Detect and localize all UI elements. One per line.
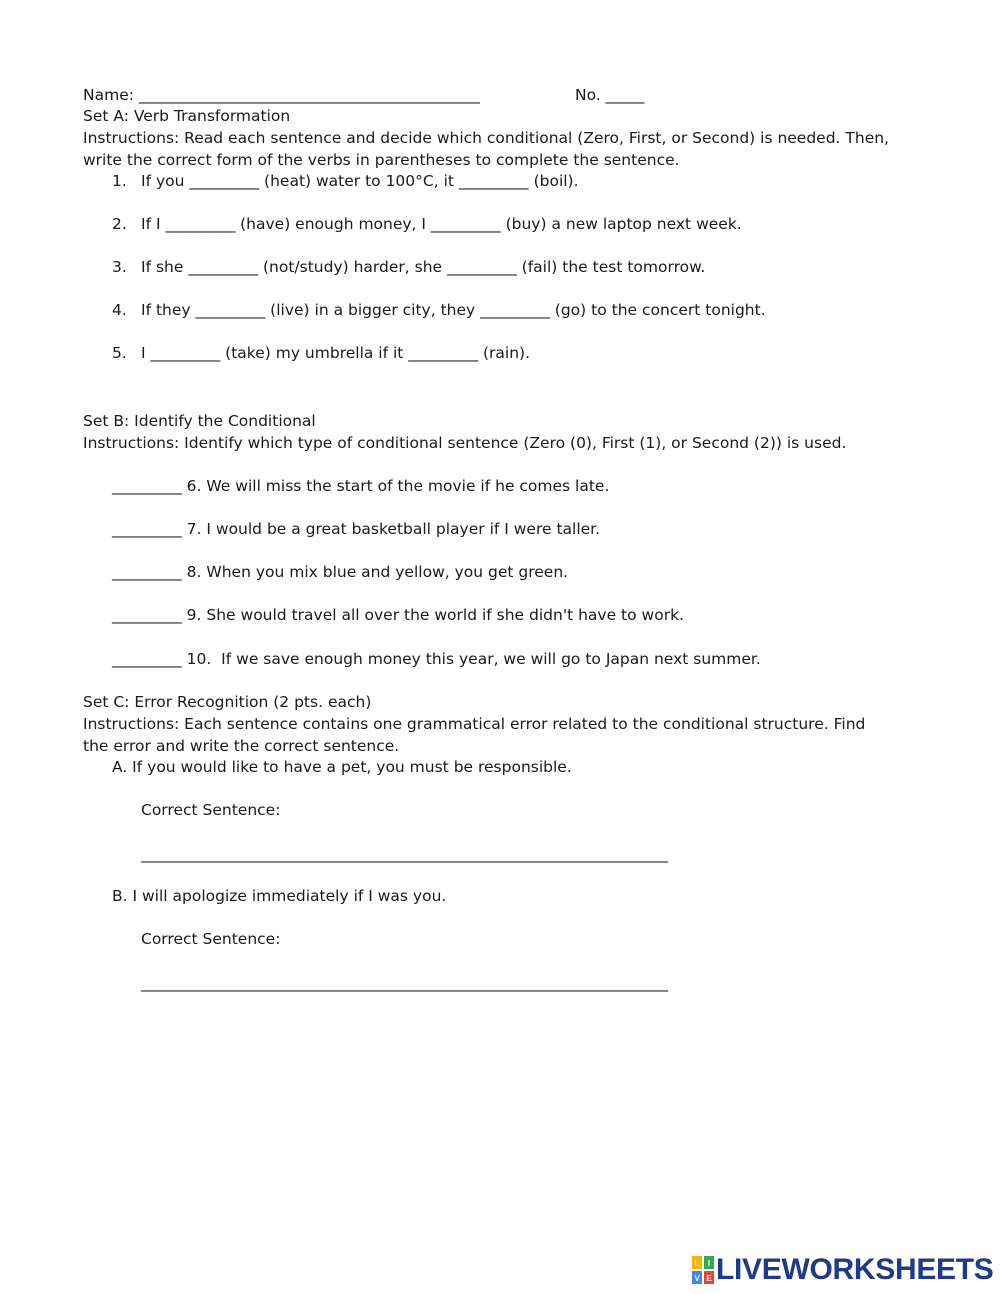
item-text: I _________ (take) my umbrella if it _________ (rain).	[141, 344, 530, 362]
set-b-item[interactable]: _________ 7. I would be a great basketball player if I were taller.	[112, 520, 601, 538]
set-b-item[interactable]: _________ 10. If we save enough money this year, we will go to Japan next summer.	[112, 650, 761, 668]
item-number: 5.	[112, 344, 127, 362]
set-b-item[interactable]: _________ 8. When you mix blue and yellow, you get green.	[112, 563, 569, 581]
set-c-instructions: Instructions: Each sentence contains one grammatical error related to the conditional structure. Find	[83, 715, 866, 733]
set-c-instructions-cont: the error and write the correct sentence.	[83, 737, 400, 755]
correct-sentence-label: Correct Sentence:	[141, 801, 281, 819]
item-text: If I _________ (have) enough money, I _________ (buy) a new laptop next week.	[141, 215, 742, 233]
liveworksheets-logo	[692, 1252, 994, 1288]
svg-text:L: L	[694, 1259, 700, 1268]
item-text: If she _________ (not/study) harder, she _________ (fail) the test tomorrow.	[141, 258, 706, 276]
answer-line-a[interactable]: ____________________________________________________________________	[141, 845, 668, 863]
set-b-title: Set B: Identify the Conditional	[83, 412, 316, 430]
set-c-sentence-a: A. If you would like to have a pet, you must be responsible.	[112, 758, 572, 776]
set-a-instructions: Instructions: Read each sentence and decide which conditional (Zero, First, or Second) is needed. Then,	[83, 129, 889, 147]
item-number: 1.	[112, 172, 127, 190]
item-number: 2.	[112, 215, 127, 233]
item-number: 4.	[112, 301, 127, 319]
svg-text:V: V	[694, 1274, 700, 1283]
set-c-sentence-b: B. I will apologize immediately if I was you.	[112, 887, 447, 905]
item-number: 3.	[112, 258, 127, 276]
set-c-title: Set C: Error Recognition (2 pts. each)	[83, 693, 372, 711]
liveworksheets-logo-text: LIVEWORKSHEETS	[716, 1253, 994, 1286]
set-b-item[interactable]: _________ 6. We will miss the start of the movie if he comes late.	[112, 477, 610, 495]
svg-text:I: I	[707, 1259, 711, 1268]
item-text: If they _________ (live) in a bigger city, they _________ (go) to the concert tonight.	[141, 301, 766, 319]
set-a-instructions-cont: write the correct form of the verbs in parentheses to complete the sentence.	[83, 151, 680, 169]
set-b-item[interactable]: _________ 9. She would travel all over the world if she didn't have to work.	[112, 606, 684, 624]
answer-line-b[interactable]: ____________________________________________________________________	[141, 974, 668, 992]
correct-sentence-label: Correct Sentence:	[141, 930, 281, 948]
svg-text:E: E	[706, 1274, 712, 1283]
liveworksheets-logo-icon	[692, 1256, 714, 1284]
set-b-instructions: Instructions: Identify which type of conditional sentence (Zero (0), First (1), or Second (2)) is used.	[83, 434, 847, 452]
name-field[interactable]: Name: ____________________________________________	[83, 86, 480, 104]
item-text: If you _________ (heat) water to 100°C, it _________ (boil).	[141, 172, 579, 190]
number-field[interactable]: No. _____	[575, 86, 645, 104]
set-a-title: Set A: Verb Transformation	[83, 107, 291, 125]
